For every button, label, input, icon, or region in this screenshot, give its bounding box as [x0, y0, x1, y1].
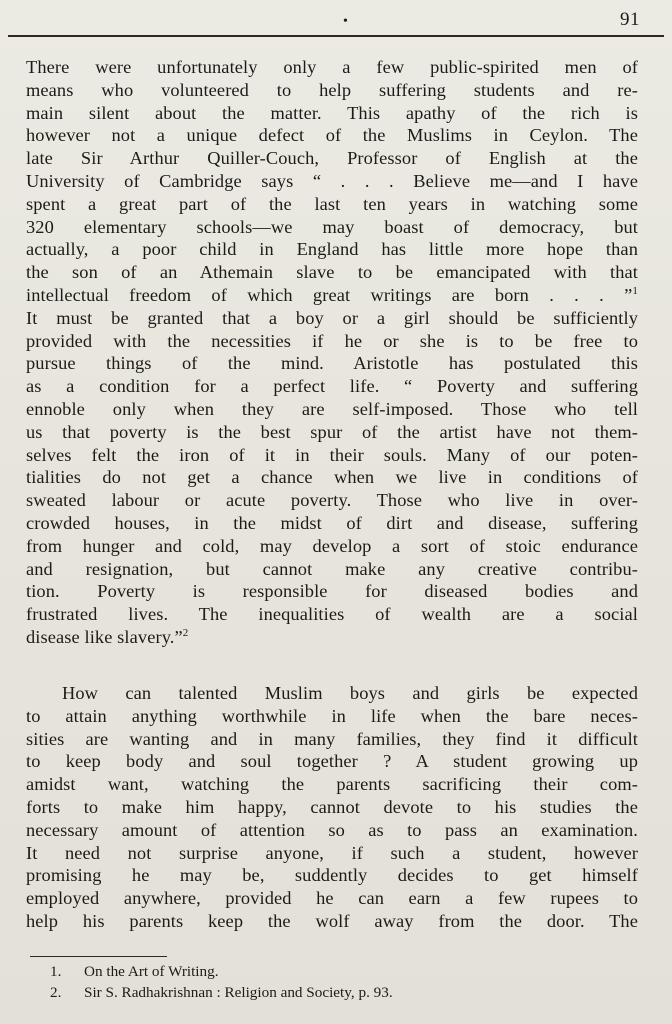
footnote-text: Sir S. Radhakrishnan : Religion and Society, p. 93. — [84, 984, 393, 1001]
text-line-content: disease like slavery.” — [26, 626, 183, 647]
text-line: crowded houses, in the midst of dirt and disease, suffering — [26, 512, 638, 533]
text-line-with-footnote — [26, 284, 638, 307]
text-line: as a condition for a perfect life. “ Poverty and suffering — [26, 376, 638, 397]
text-line-content: intellectual freedom of which great writings are born . . . ” — [26, 284, 633, 305]
text-line: There were unfortunately only a few public-spirited men of — [26, 57, 638, 77]
text-line: means who volunteered to help suffering students and re- — [26, 79, 638, 100]
text-line: to attain anything worthwhile in life when the bare neces- — [26, 705, 638, 726]
footnote-number: 1. — [50, 963, 62, 980]
text-line: 320 elementary schools—we may boast of democracy, but — [26, 216, 638, 237]
footnote-2 — [50, 982, 393, 1003]
text-line: main silent about the matter. This apathy of the rich is — [26, 102, 638, 123]
text-line: us that poverty is the best spur of the artist have not them- — [26, 421, 638, 442]
text-line: employed anywhere, provided he can earn a few rupees to — [26, 888, 638, 909]
text-line-with-footnote — [26, 626, 638, 649]
footnote-1 — [50, 961, 393, 982]
text-line: late Sir Arthur Quiller-Couch, Professor of English at the — [26, 148, 638, 169]
paragraph-1 — [26, 56, 638, 649]
footnote-rule — [30, 956, 167, 957]
footnote-text: On the Art of Writing. — [84, 963, 219, 980]
text-line: to keep body and soul together ? A student growing up — [26, 751, 638, 772]
text-line: frustrated lives. The inequalities of wealth are a social — [26, 604, 638, 625]
text-line: however not a unique defect of the Muslims in Ceylon. The — [26, 125, 638, 146]
text-line: from hunger and cold, may develop a sort of stoic endurance — [26, 535, 638, 556]
paragraph-2 — [26, 682, 638, 933]
text-line: pursue things of the mind. Aristotle has postulated this — [26, 353, 638, 374]
text-line: forts to make him happy, cannot devote to his studies the — [26, 796, 638, 817]
footnote-number: 2. — [50, 984, 62, 1001]
text-line: spent a great part of the last ten years in watching some — [26, 193, 638, 214]
text-line: promising he may be, suddently decides to get himself — [26, 865, 638, 886]
text-line: amidst want, watching the parents sacrificing their com- — [26, 774, 638, 795]
text-line: provided with the necessities if he or she is to be free to — [26, 330, 638, 351]
page-number: 91 — [620, 9, 640, 30]
footnote-reference: 2 — [182, 626, 189, 639]
text-line: necessary amount of attention so as to pass an examination. — [26, 819, 638, 840]
text-line: It must be granted that a boy or a girl should be sufficiently — [26, 307, 638, 328]
text-line: tialities do not get a chance when we live in conditions of — [26, 467, 638, 488]
text-line: tion. Poverty is responsible for diseased bodies and — [26, 581, 638, 602]
top-mark: • — [343, 14, 348, 29]
text-line: the son of an Athemain slave to be emancipated with that — [26, 262, 638, 283]
header-rule — [8, 35, 664, 37]
footnote-reference: 1 — [632, 284, 638, 297]
text-line: sweated labour or acute poverty. Those who live in over- — [26, 490, 638, 511]
footnotes — [50, 961, 393, 1003]
text-line: ennoble only when they are self-imposed. Those who tell — [26, 398, 638, 419]
text-line: selves felt the iron of it in their souls. Many of our poten- — [26, 444, 638, 465]
text-line: sities are wanting and in many families, they find it difficult — [26, 728, 638, 749]
text-line: and resignation, but cannot make any creative contribu- — [26, 558, 638, 579]
text-line: help his parents keep the wolf away from the door. The — [26, 910, 638, 931]
text-line: University of Cambridge says “ . . . Believe me—and I have — [26, 170, 638, 191]
text-line: It need not surprise anyone, if such a student, however — [26, 842, 638, 863]
text-line: actually, a poor child in England has little more hope than — [26, 239, 638, 260]
text-line: How can talented Muslim boys and girls be expected — [62, 683, 638, 703]
